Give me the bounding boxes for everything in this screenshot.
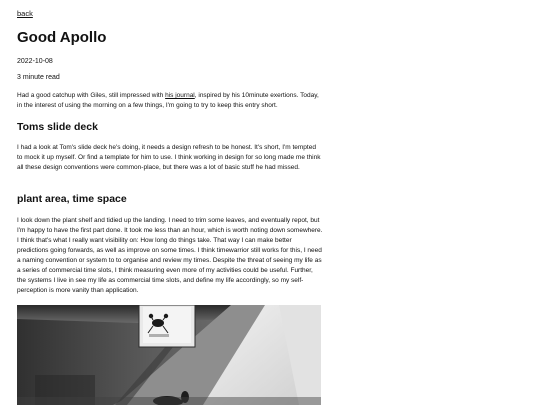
post-date: 2022-10-08 (17, 58, 53, 65)
intro-text-after-link: , inspired by his 10minute exertions. Today, in the interest of using the morning on a few things, I'm going to try to keep this entry short. (17, 92, 319, 109)
section-heading-slide-deck: Toms slide deck (17, 121, 98, 133)
intro-text-before-link: Had a good catchup with Giles, still impressed with (17, 92, 166, 99)
read-time: 3 minute read (17, 74, 60, 81)
journal-link[interactable]: his journal (165, 92, 195, 99)
intro-paragraph (17, 91, 323, 111)
plant-shelf-photo (17, 305, 321, 405)
page-title: Good Apollo (17, 29, 107, 46)
section-body-slide-deck: I had a look at Tom's slide deck he's doing, it needs a design refresh to be honest. It's short, I'm tempted to mock it up myself. Or find a template for him to use. I think working in design for so long made me think all these design conventions were common-place, but there was a lot of basic stuff he had missed. (17, 144, 321, 171)
back-link[interactable]: back (17, 9, 33, 18)
section-body-plant-area: I look down the plant shelf and tidied up the landing. I need to trim some leaves, and eventually repot, but I'm happy to have the first part done. It took me less than an hour, which is worth noting down somewhere. I think that's what I really want visibility on: How long do things take. That way I can make better predictions going forwards, as well as improve on some times. I think timewarrior still works for this, I need a naming convention or system to to organise and review my times. Despite the threat of seeing my life as a series of commercial time slots, I think measuring even more of my activities could be useful. Further, the systems I live in see my life as commercial time slots, and define my life accordingly, so my self-perception is more vanity than application. (17, 217, 323, 294)
section-heading-plant-area: plant area, time space (17, 193, 127, 205)
